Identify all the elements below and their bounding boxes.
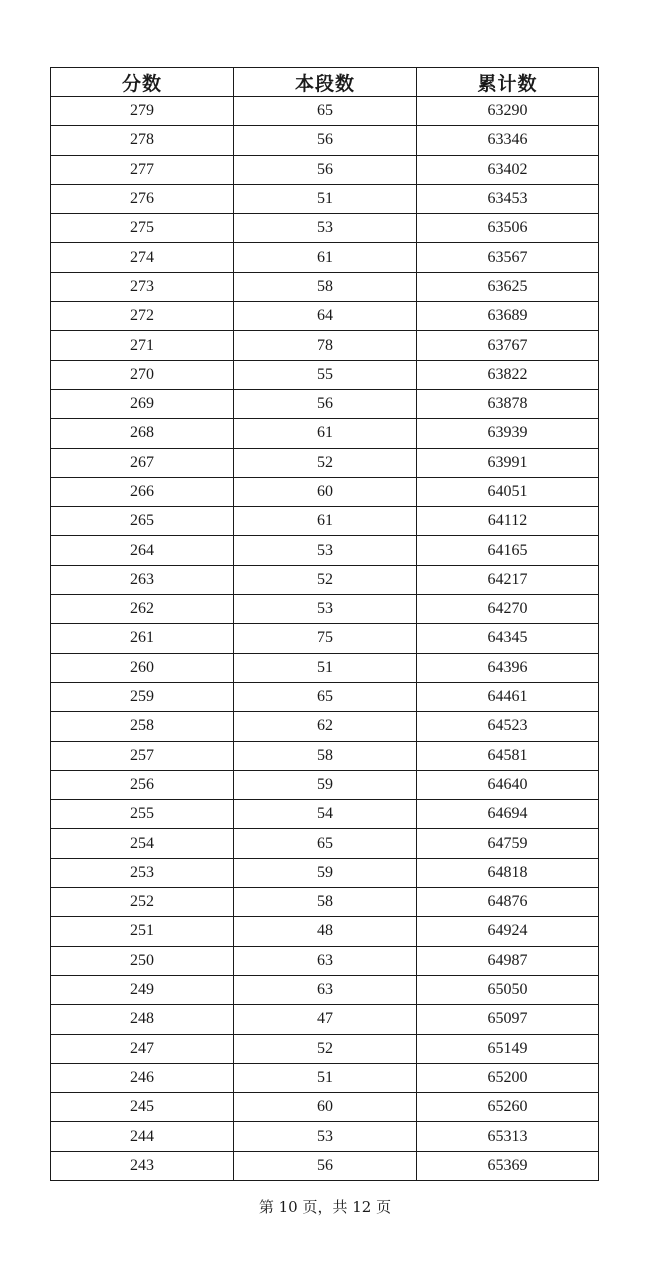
cell-score: 265 [51, 507, 234, 536]
cell-score: 262 [51, 595, 234, 624]
cell-cumulative-count: 63822 [417, 360, 599, 389]
table-header [51, 68, 599, 97]
cell-segment-count: 54 [234, 800, 417, 829]
table-row [51, 888, 599, 917]
cell-cumulative-count: 63453 [417, 184, 599, 213]
page-number-footer: 第 10 页，共 12 页 [258, 1198, 392, 1216]
cell-segment-count: 62 [234, 712, 417, 741]
cell-cumulative-count: 65313 [417, 1122, 599, 1151]
table-row [51, 507, 599, 536]
table-row [51, 1005, 599, 1034]
cell-score: 279 [51, 97, 234, 126]
cell-segment-count: 59 [234, 770, 417, 799]
table-row [51, 770, 599, 799]
table-row [51, 653, 599, 682]
cell-score: 264 [51, 536, 234, 565]
table-row [51, 184, 599, 213]
table-row [51, 419, 599, 448]
cell-cumulative-count: 64112 [417, 507, 599, 536]
table-row [51, 946, 599, 975]
cell-segment-count: 61 [234, 243, 417, 272]
cell-score: 273 [51, 272, 234, 301]
cell-segment-count: 52 [234, 448, 417, 477]
cell-score: 277 [51, 155, 234, 184]
score-distribution-table [50, 67, 599, 1181]
cell-cumulative-count: 64051 [417, 477, 599, 506]
cell-score: 274 [51, 243, 234, 272]
table-row [51, 917, 599, 946]
cell-score: 248 [51, 1005, 234, 1034]
table-row [51, 624, 599, 653]
cell-score: 276 [51, 184, 234, 213]
cell-segment-count: 59 [234, 858, 417, 887]
cell-segment-count: 75 [234, 624, 417, 653]
table-row [51, 214, 599, 243]
cell-segment-count: 64 [234, 302, 417, 331]
cell-score: 271 [51, 331, 234, 360]
cell-segment-count: 56 [234, 155, 417, 184]
cell-cumulative-count: 63567 [417, 243, 599, 272]
cell-score: 244 [51, 1122, 234, 1151]
cell-score: 255 [51, 800, 234, 829]
cell-cumulative-count: 65097 [417, 1005, 599, 1034]
cell-score: 268 [51, 419, 234, 448]
cell-score: 247 [51, 1034, 234, 1063]
table-row [51, 1034, 599, 1063]
cell-score: 250 [51, 946, 234, 975]
cell-segment-count: 56 [234, 1151, 417, 1180]
cell-segment-count: 58 [234, 741, 417, 770]
cell-score: 252 [51, 888, 234, 917]
cell-cumulative-count: 65149 [417, 1034, 599, 1063]
cell-score: 246 [51, 1063, 234, 1092]
cell-cumulative-count: 63506 [417, 214, 599, 243]
cell-score: 260 [51, 653, 234, 682]
cell-cumulative-count: 63991 [417, 448, 599, 477]
table-row [51, 565, 599, 594]
cell-segment-count: 55 [234, 360, 417, 389]
cell-cumulative-count: 64396 [417, 653, 599, 682]
cell-segment-count: 61 [234, 507, 417, 536]
cell-cumulative-count: 64270 [417, 595, 599, 624]
cell-cumulative-count: 63290 [417, 97, 599, 126]
table-row [51, 1151, 599, 1180]
table-body [51, 97, 599, 1181]
table-row [51, 243, 599, 272]
cell-segment-count: 53 [234, 536, 417, 565]
cell-score: 275 [51, 214, 234, 243]
header-segment-count: 本段数 [234, 68, 417, 97]
cell-score: 259 [51, 682, 234, 711]
cell-cumulative-count: 64759 [417, 829, 599, 858]
cell-segment-count: 53 [234, 595, 417, 624]
cell-score: 249 [51, 975, 234, 1004]
table-row [51, 741, 599, 770]
cell-cumulative-count: 64818 [417, 858, 599, 887]
table-row [51, 536, 599, 565]
table-row [51, 389, 599, 418]
cell-segment-count: 56 [234, 126, 417, 155]
cell-cumulative-count: 64987 [417, 946, 599, 975]
table-row [51, 595, 599, 624]
cell-score: 256 [51, 770, 234, 799]
cell-score: 251 [51, 917, 234, 946]
cell-cumulative-count: 64523 [417, 712, 599, 741]
header-row [51, 68, 599, 97]
cell-score: 270 [51, 360, 234, 389]
cell-segment-count: 61 [234, 419, 417, 448]
cell-cumulative-count: 63878 [417, 389, 599, 418]
cell-score: 269 [51, 389, 234, 418]
cell-cumulative-count: 63689 [417, 302, 599, 331]
table-row [51, 272, 599, 301]
cell-score: 258 [51, 712, 234, 741]
cell-segment-count: 48 [234, 917, 417, 946]
header-score: 分数 [51, 68, 234, 97]
cell-score: 272 [51, 302, 234, 331]
cell-cumulative-count: 63939 [417, 419, 599, 448]
cell-cumulative-count: 64217 [417, 565, 599, 594]
table-row [51, 302, 599, 331]
table-row [51, 829, 599, 858]
cell-cumulative-count: 65369 [417, 1151, 599, 1180]
table-row [51, 975, 599, 1004]
cell-segment-count: 51 [234, 184, 417, 213]
cell-cumulative-count: 63402 [417, 155, 599, 184]
cell-segment-count: 52 [234, 1034, 417, 1063]
table-row [51, 477, 599, 506]
table-row [51, 1093, 599, 1122]
cell-segment-count: 65 [234, 829, 417, 858]
cell-segment-count: 53 [234, 1122, 417, 1151]
cell-cumulative-count: 64924 [417, 917, 599, 946]
cell-score: 261 [51, 624, 234, 653]
cell-score: 243 [51, 1151, 234, 1180]
cell-score: 245 [51, 1093, 234, 1122]
cell-score: 253 [51, 858, 234, 887]
cell-cumulative-count: 63346 [417, 126, 599, 155]
table-row [51, 800, 599, 829]
cell-segment-count: 65 [234, 97, 417, 126]
cell-cumulative-count: 64694 [417, 800, 599, 829]
cell-cumulative-count: 65260 [417, 1093, 599, 1122]
cell-cumulative-count: 63625 [417, 272, 599, 301]
cell-score: 278 [51, 126, 234, 155]
cell-segment-count: 58 [234, 888, 417, 917]
table-row [51, 448, 599, 477]
table-row [51, 1122, 599, 1151]
table-row [51, 97, 599, 126]
cell-segment-count: 52 [234, 565, 417, 594]
table-row [51, 712, 599, 741]
cell-cumulative-count: 65050 [417, 975, 599, 1004]
cell-segment-count: 63 [234, 975, 417, 1004]
cell-score: 263 [51, 565, 234, 594]
cell-segment-count: 60 [234, 477, 417, 506]
cell-cumulative-count: 64640 [417, 770, 599, 799]
cell-segment-count: 65 [234, 682, 417, 711]
table-row [51, 858, 599, 887]
cell-score: 254 [51, 829, 234, 858]
cell-cumulative-count: 64165 [417, 536, 599, 565]
table-row [51, 1063, 599, 1092]
cell-cumulative-count: 64461 [417, 682, 599, 711]
cell-cumulative-count: 64345 [417, 624, 599, 653]
cell-cumulative-count: 64876 [417, 888, 599, 917]
cell-cumulative-count: 64581 [417, 741, 599, 770]
table-row [51, 360, 599, 389]
cell-segment-count: 78 [234, 331, 417, 360]
table-row [51, 126, 599, 155]
cell-score: 267 [51, 448, 234, 477]
cell-segment-count: 53 [234, 214, 417, 243]
header-cumulative-count: 累计数 [417, 68, 599, 97]
cell-segment-count: 58 [234, 272, 417, 301]
table-row [51, 331, 599, 360]
cell-cumulative-count: 63767 [417, 331, 599, 360]
cell-segment-count: 56 [234, 389, 417, 418]
table-row [51, 682, 599, 711]
cell-segment-count: 51 [234, 653, 417, 682]
table-row [51, 155, 599, 184]
cell-segment-count: 63 [234, 946, 417, 975]
cell-score: 257 [51, 741, 234, 770]
cell-segment-count: 60 [234, 1093, 417, 1122]
cell-segment-count: 47 [234, 1005, 417, 1034]
cell-score: 266 [51, 477, 234, 506]
cell-cumulative-count: 65200 [417, 1063, 599, 1092]
cell-segment-count: 51 [234, 1063, 417, 1092]
